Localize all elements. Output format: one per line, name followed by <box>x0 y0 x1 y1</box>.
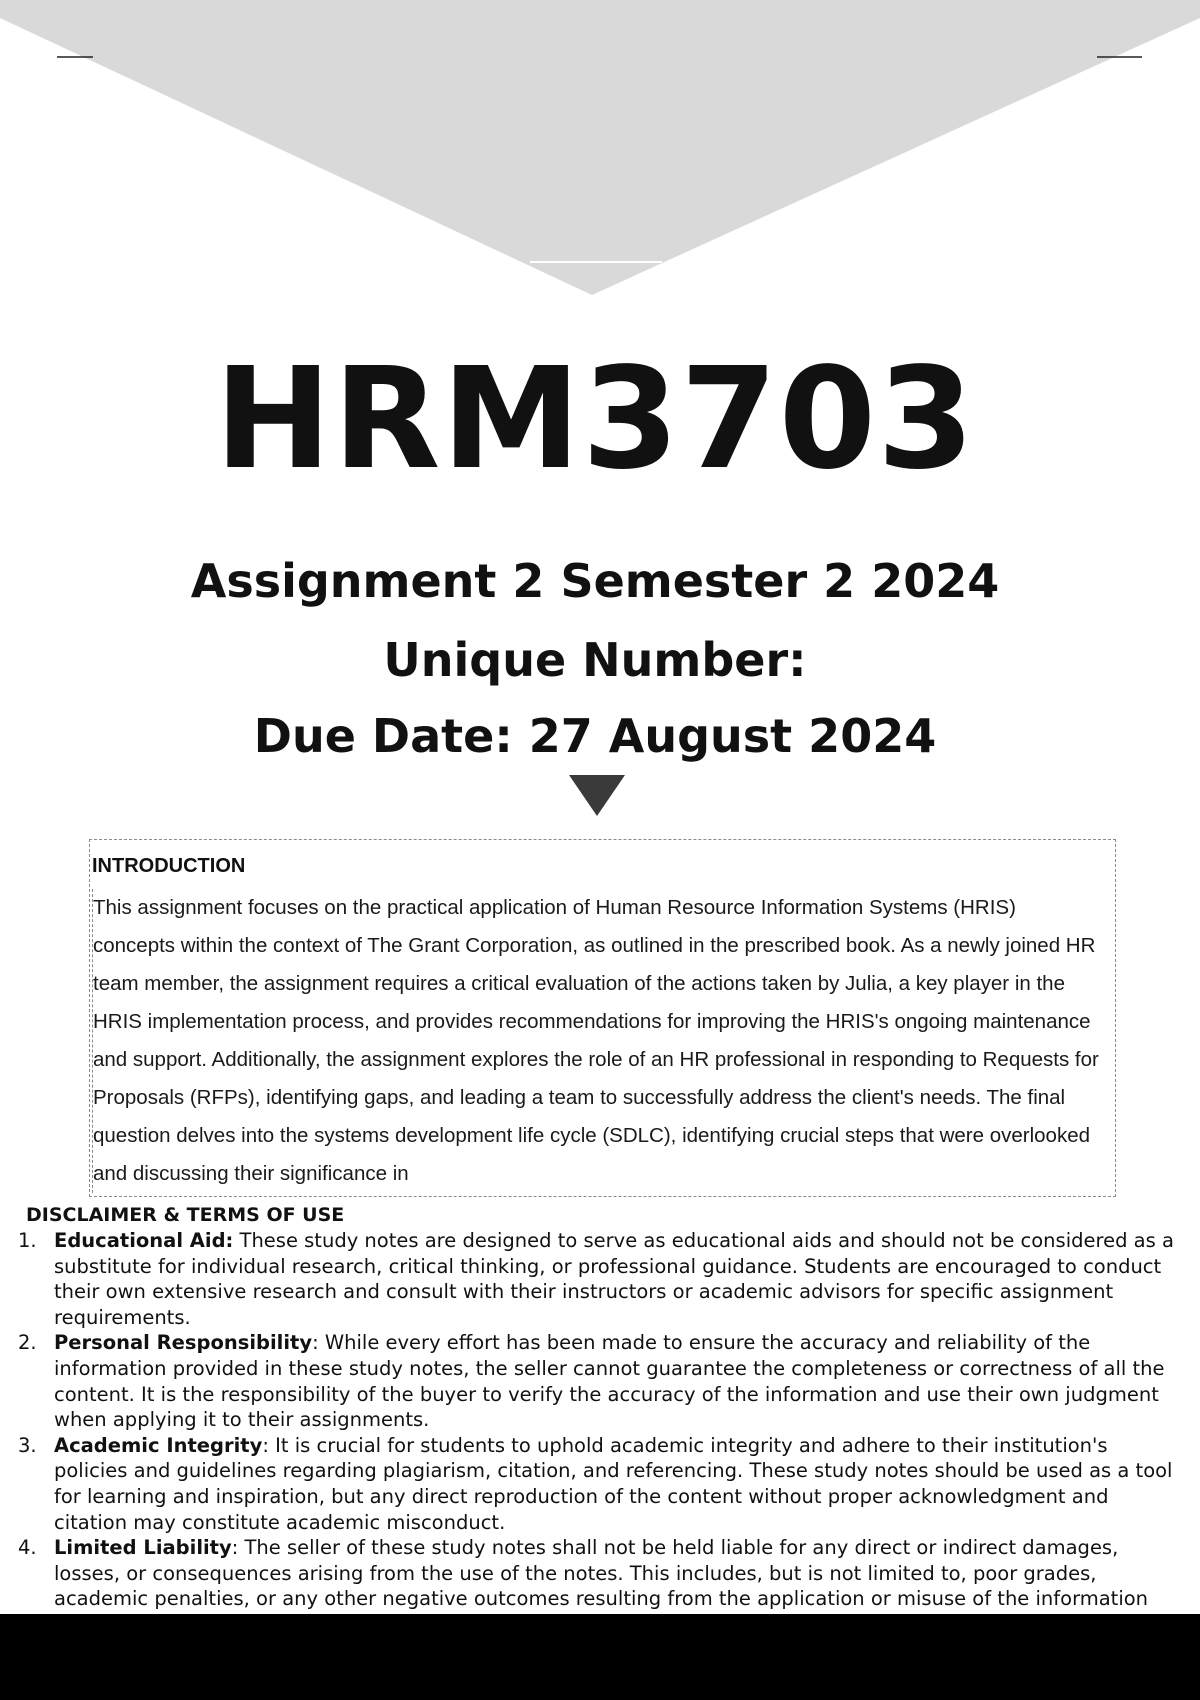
disclaimer-heading: DISCLAIMER & TERMS OF USE <box>26 1204 345 1226</box>
term-item-educational-aid <box>0 1228 1190 1330</box>
header-banner-graphic <box>0 0 1200 300</box>
introduction-body: This assignment focuses on the practical application of Human Resource Information Systems (HRIS) concepts within the context of The Grant Corporation, as outlined in the prescribed book. As a newly joined HR team member, the assignment requires a critical evaluation of the actions taken by Julia, a key player in the HRIS implementation process, and provides recommendations for improving the HRIS's ongoing maintenance and support. Additionally, the assignment explores the role of an HR professional in responding to Requests for Proposals (RFPs), identifying gaps, and leading a team to successfully address the client's needs. The final question delves into the systems development life cycle (SDLC), identifying crucial steps that were overlooked and discussing their significance in <box>92 889 1103 1193</box>
down-arrow-icon <box>569 775 625 816</box>
bottom-black-bar <box>0 1614 1200 1700</box>
term-text: These study notes are designed to serve as educational aids and should not be considered as a substitute for individual research, critical thinking, or professional guidance. Students are encouraged to conduct their own extensive research and consult with their instructors or academic advisors for specific assignment requirements. <box>54 1229 1174 1329</box>
unique-number-line: Unique Number: <box>383 633 807 687</box>
term-title: Educational Aid: <box>54 1229 234 1252</box>
terms-list <box>0 1228 1190 1612</box>
term-text: : While every effort has been made to ensure the accuracy and reliability of the information provided in these study notes, the seller cannot guarantee the completeness or correctness of all the content. It is the responsibility of the buyer to verify the accuracy of the information and use their own judgment when applying it to their assignments. <box>54 1331 1165 1432</box>
term-title: Personal Responsibility <box>54 1331 313 1355</box>
term-item-limited-liability <box>0 1535 1190 1612</box>
term-item-academic-integrity <box>0 1433 1190 1535</box>
term-number: 2. <box>18 1331 37 1355</box>
term-text: : It is crucial for students to uphold academic integrity and adhere to their institution's policies and guidelines regarding plagiarism, citation, and referencing. These study notes should be used as a tool for learning and inspiration, but any direct reproduction of the content without proper acknowledgment and citation may constitute academic misconduct. <box>54 1433 1173 1534</box>
assignment-line: Assignment 2 Semester 2 2024 <box>190 554 1000 608</box>
term-title: Limited Liability <box>54 1536 232 1560</box>
term-text: : The seller of these study notes shall not be held liable for any direct or indirect damages, losses, or consequences arising from the use of the notes. This includes, but is not limited to, poor grades, academic penalties, or any other negative outcomes resulting from the application or misuse of the information <box>54 1536 1149 1611</box>
introduction-heading: INTRODUCTION <box>92 855 246 877</box>
term-title: Academic Integrity <box>54 1433 263 1457</box>
banner-chevron-shape <box>0 0 1200 295</box>
term-number: 1. <box>18 1229 37 1252</box>
introduction-section <box>89 839 1116 1197</box>
due-date-line: Due Date: 27 August 2024 <box>253 709 937 763</box>
term-number: 4. <box>18 1536 37 1560</box>
term-number: 3. <box>18 1433 37 1457</box>
term-item-personal-responsibility <box>0 1330 1190 1432</box>
course-code-title: HRM3703 <box>214 338 976 501</box>
